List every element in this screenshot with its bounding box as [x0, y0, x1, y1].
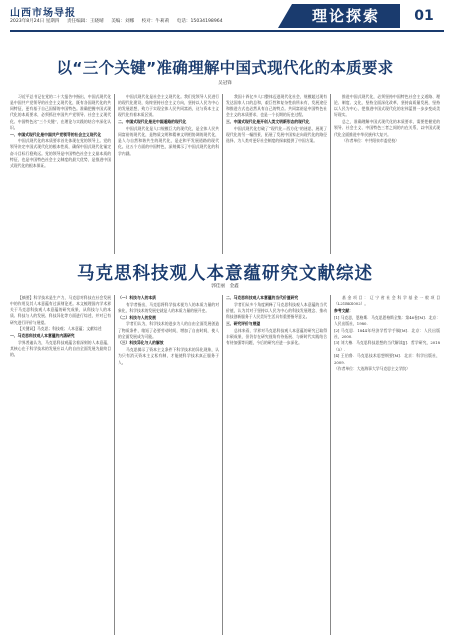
abstract-text: 【摘要】科学技术是生产力，马克思对科技在社会发展中的作用及其人本意蕴有过深刻论述。本文梳理国内学术界关于马克思科技观人本意蕴的研究成果，从科技与人的本质、科技与人的发展、科技异化等方面进行综述，并对已有研究进行评价与展望。	[10, 295, 111, 325]
issue-meta-line	[10, 18, 229, 24]
section-heading: （一）科技与人的本质	[118, 295, 156, 300]
paragraph: 中国式现代化的本质要求首先体现在党的领导上。党的领导决定中国式现代化的根本性质，确保中国式现代化锚定奋斗目标行稳致远。党的领导是中国特色社会主义最本质的特征，也是中国特色社会主义制度的最大优势，是推进中国式现代化的根本保证。	[10, 138, 111, 168]
column-divider	[222, 94, 223, 254]
paragraph: 学界普遍认为，马克思科技观蕴含着深刻的人本意蕴，其核心在于科学技术的发展应以人的自由全面发展为最终目的。	[10, 339, 111, 358]
article1-author: 吴冠锋	[218, 81, 232, 86]
paragraph: 推进中国式现代化，必须坚持中国特色社会主义道路、理论、制度、文化，坚持全面深化改革，坚持高质量发展，坚持以人民为中心，把推进中国式现代化的宏伟蓝图一步步变成美好现实。	[334, 94, 440, 118]
paragraph: （作者单位：中共阳泉市委党校）	[342, 138, 399, 144]
article2-author: 郭佳丽 金鑫	[211, 284, 239, 289]
column-divider	[330, 94, 331, 254]
column-banner: 理论探索	[292, 4, 400, 28]
article2-column-3	[226, 295, 327, 635]
paragraph: 学者们从多个角度阐释了马克思科技观人本意蕴的当代价值，认为其对于坚持以人民为中心的科技发展理念、推动科技创新服务于人民美好生活具有重要指导意义。	[226, 301, 327, 320]
article2-column-2	[118, 295, 219, 635]
paragraph: 总体来看，学界对马克思科技观人本意蕴的研究已取得丰硕成果，但仍存在研究视角有待拓展、与新时代实践结合有待加强等问题，今后的研究应进一步深化。	[226, 327, 327, 345]
section-heading: 二、马克思科技观人本意蕴的当代价值研究	[226, 295, 299, 300]
reference-entry: [1] 马克思，恩格斯．马克思恩格斯全集：第46卷[M]．北京：人民出版社，1980.	[334, 314, 440, 326]
newspaper-name: 山西市场导报	[10, 8, 76, 19]
paragraph: 习近平总书记在党的二十大报告中指出，中国式现代化是中国共产党领导的社会主义现代化，既有各国现代化的共同特征，更有基于自己国情的中国特色。准确把握中国式现代化的本质要求，必须抓住中国共产党领导、社会主义现代化、中国特色这“三个关键”，在理论与实践的结合中深化认识。	[10, 94, 111, 130]
column-divider	[114, 94, 115, 254]
proofreader-credit: 校对：牛莉莉	[141, 19, 170, 24]
section-heading: 三、研究评价与展望	[226, 320, 261, 326]
paragraph: 中国式现代化是人口规模巨大的现代化，是全体人民共同富裕的现代化，是物质文明和精神文明相协调的现代化，是人与自然和谐共生的现代化，是走和平发展道路的现代化。这五个方面的中国特色，深刻揭示了中国式现代化的科学内涵。	[118, 125, 219, 156]
designer-credit: 美编：刘娜	[111, 19, 135, 24]
column-divider	[330, 295, 331, 635]
article1-column-3	[226, 94, 327, 254]
article2-title: 马克思科技观人本意蕴研究文献综述	[77, 264, 373, 284]
editor-credit: 责任编辑：王晓晴	[66, 19, 104, 24]
section-heading: 二、中国式现代化是走中国道路的现代化	[118, 119, 187, 125]
issue-date: 2023年8月24日 星期四	[10, 19, 60, 24]
paragraph: 马克思揭示了资本主义条件下科学技术的异化现象，认为只有消灭资本主义私有制，才能使科学技术真正服务于人。	[118, 347, 219, 365]
paragraph: 总之，准确理解中国式现代化的本质要求，需要把握党的领导、社会主义、中国特色三者之间的内在关系，以中国式现代化全面推进中华民族伟大复兴。	[334, 119, 440, 137]
section-heading: 三、中国式现代化是开创人类文明新形态的现代化	[226, 119, 310, 125]
article1-column-4	[334, 94, 440, 254]
column-divider	[222, 295, 223, 635]
section-heading: （二）科技与人的发展	[118, 314, 156, 320]
article2-column-4	[334, 295, 440, 635]
article1-title: 以“三个关键”准确理解中国式现代化的本质要求	[56, 59, 394, 77]
article1-column-1	[10, 94, 111, 254]
paragraph: 我国十四亿多人口整体迈进现代化社会，规模超过现有发达国家人口的总和，艰巨性和复杂性前所未有，发展途径和推进方式也必然具有自己的特点。共同富裕是中国特色社会主义的本质要求，也是一个长期的历史过程。	[226, 94, 327, 118]
section-heading: （三）科技异化与人的解放	[118, 340, 164, 346]
column-divider	[114, 295, 115, 635]
reference-entry: [2] 马克思．1844年经济学哲学手稿[M]．北京：人民出版社，2000.	[334, 327, 440, 339]
paragraph: 中国式现代化是社会主义现代化。我们党领导人民进行的现代化建设，始终坚持社会主义方向，坚持以人民为中心的发展思想，致力于实现全体人民共同富裕，这与资本主义现代化有着本质区别。	[118, 94, 219, 118]
reference-entry: [4] 王伯鲁．马克思技术思想纲要[M]．北京：科学出版社，2009.	[334, 353, 440, 365]
paragraph: 中国式现代化打破了“现代化＝西方化”的迷思，展现了现代化的另一幅图景，拓展了发展中国家走向现代化的路径选择，为人类对更好社会制度的探索提供了中国方案。	[226, 125, 327, 144]
section-heading: 一、中国式现代化是中国共产党领导的社会主义现代化	[10, 131, 102, 137]
reference-entry: （作者单位：大连海事大学马克思主义学院）	[334, 366, 410, 372]
phone-credit: 电话：15034198964	[176, 19, 223, 24]
section-heading: 一、马克思科技观人本意蕴的内涵研究	[10, 333, 75, 339]
article2-column-1	[10, 295, 111, 635]
abstract-text: 【关键词】马克思；科技观；人本意蕴；文献综述	[18, 326, 102, 332]
section-heading: 参考文献：	[334, 307, 353, 313]
paragraph: 有学者指出，马克思将科学技术视为人的本质力量的对象化，科学技术的发展史就是人的本质力量的展开史。	[118, 301, 219, 313]
paragraph: 学者们认为，科学技术的进步为人的自由全面发展创造了物质条件，缩短了必要劳动时间，增加了自由时间，使人的全面发展成为可能。	[118, 321, 219, 339]
paragraph: 基金项目：辽宁省社会科学基金一般项目（L21BKS002）。	[334, 295, 440, 307]
page-number: 01	[414, 8, 434, 24]
article1-column-2	[118, 94, 219, 254]
reference-entry: [3] 刘大椿．马克思科技思想的当代解读[J]．哲学研究，2018（5）.	[334, 340, 440, 352]
masthead-rule	[10, 30, 444, 32]
